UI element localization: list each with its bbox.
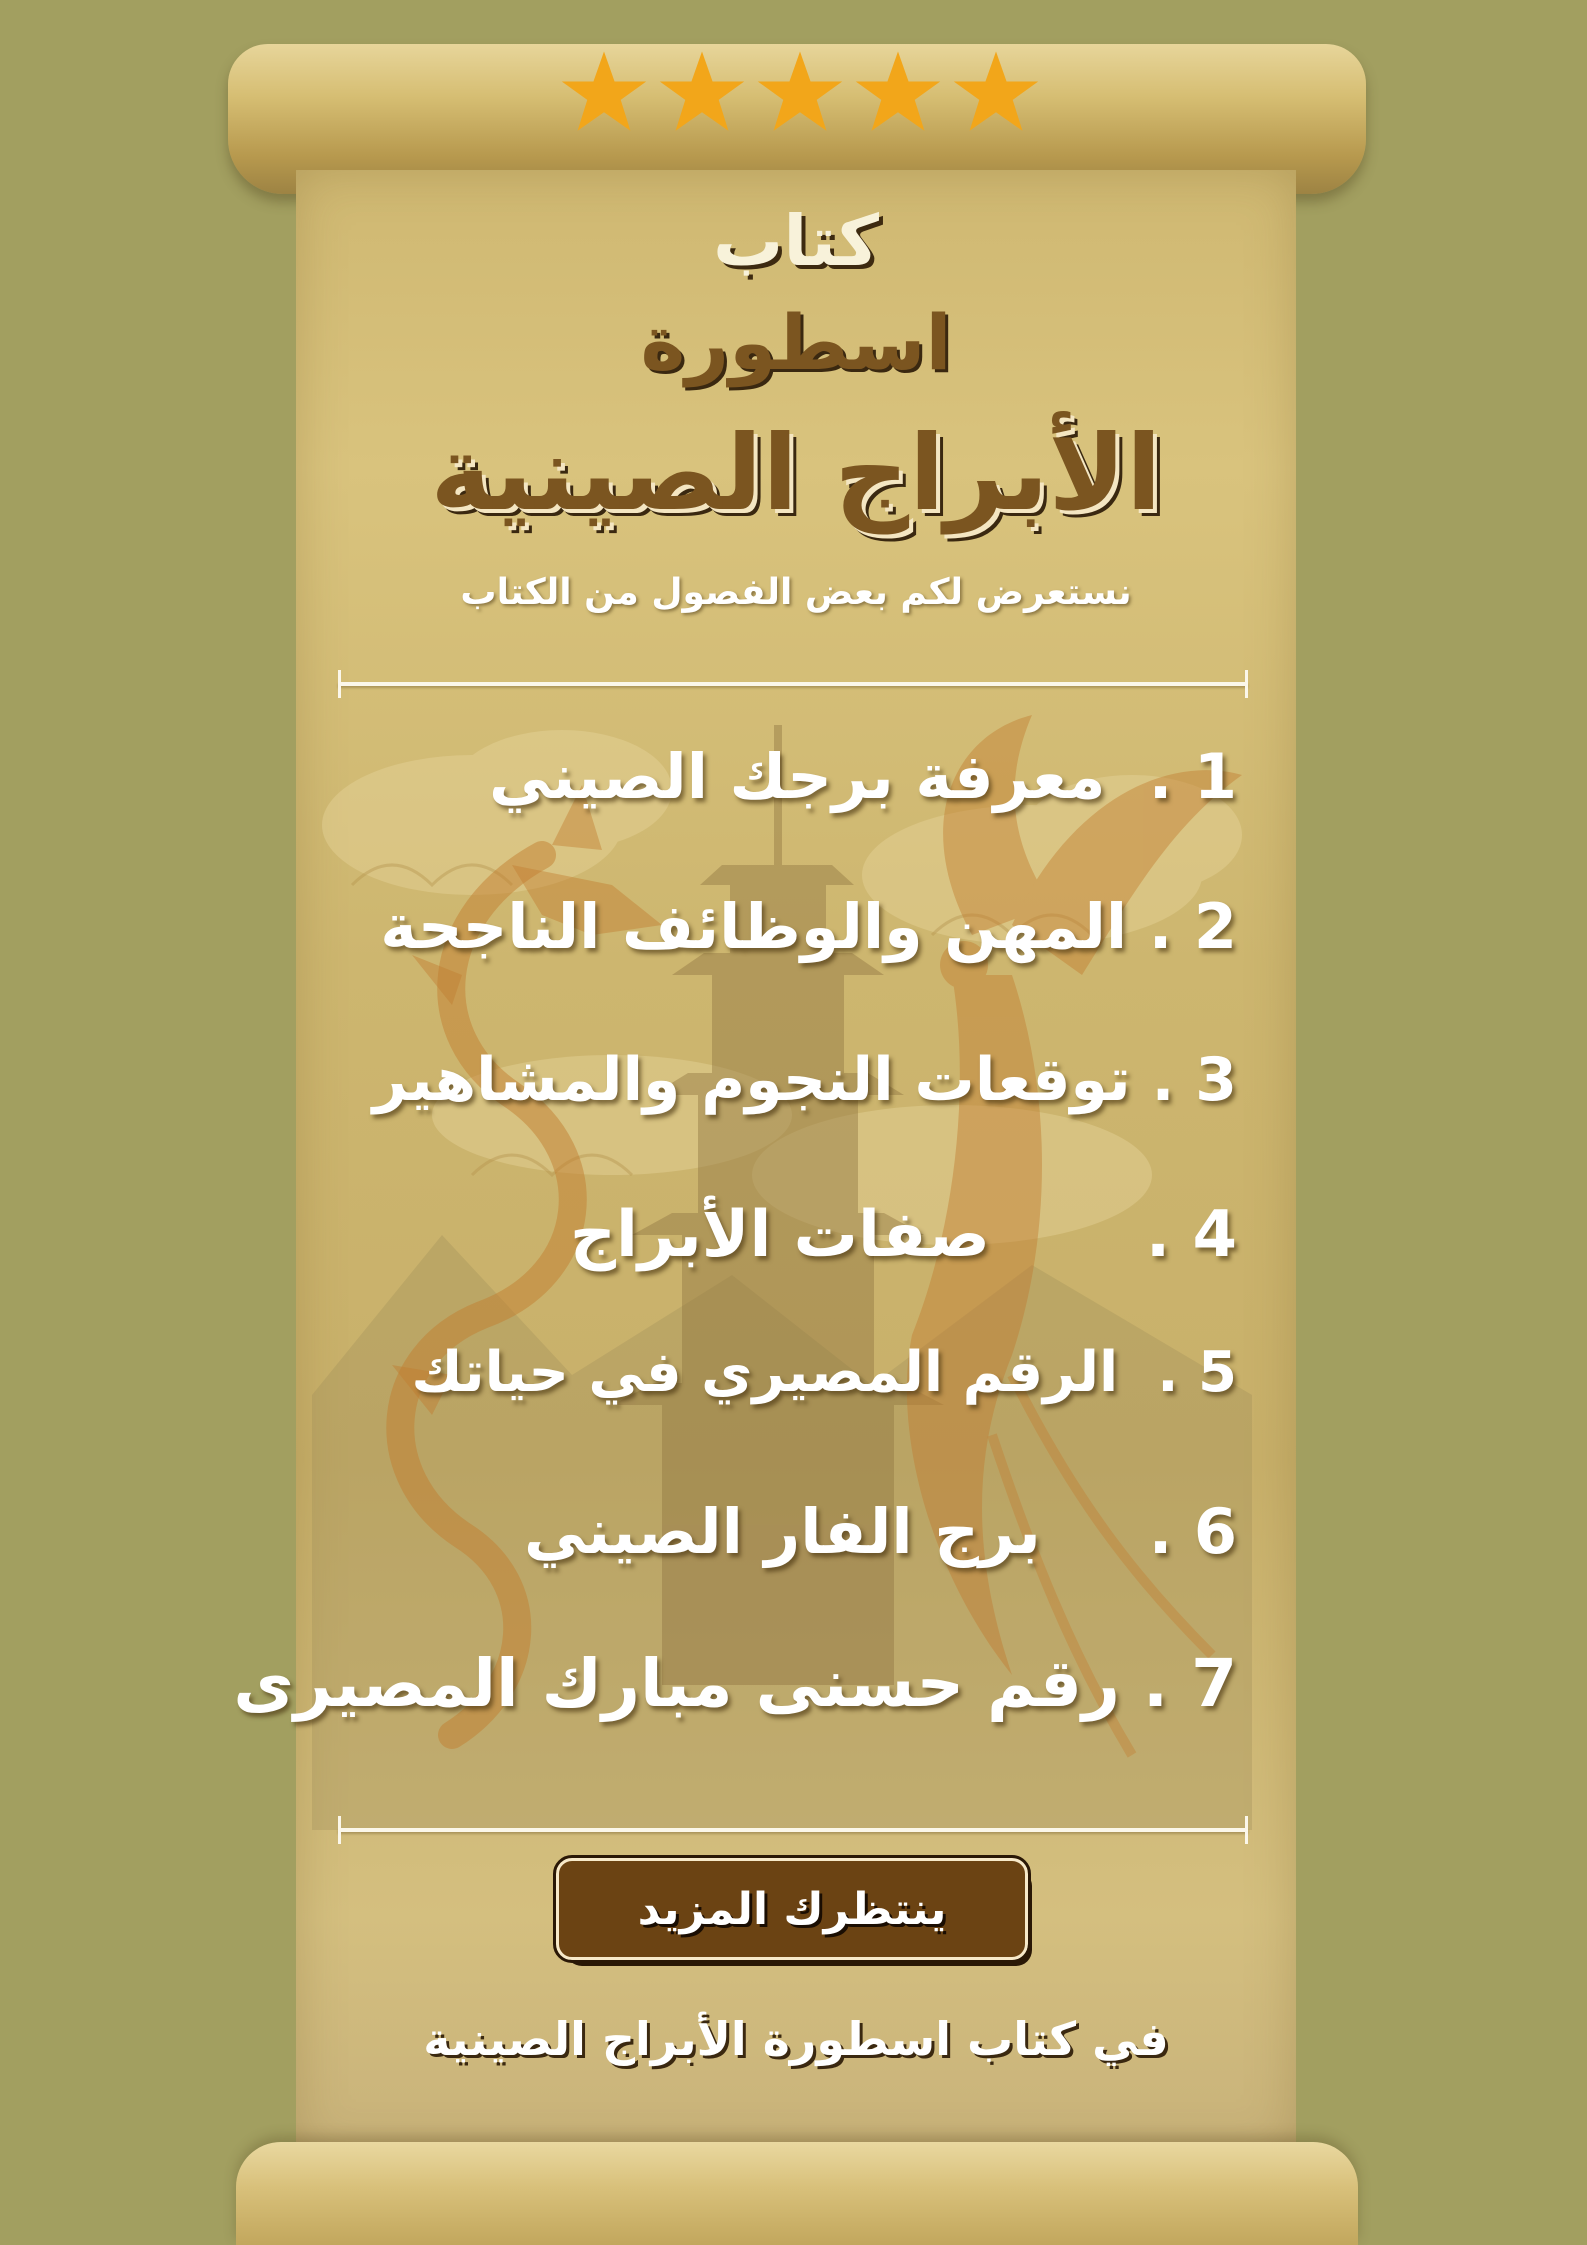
chapter-number: 2 . bbox=[1148, 890, 1237, 963]
chapter-number: 1 . bbox=[1148, 740, 1237, 813]
chapter-item bbox=[489, 740, 1237, 813]
chapter-title: رقم حسنى مبارك المصيرى bbox=[233, 1645, 1121, 1722]
star-icon bbox=[952, 48, 1040, 136]
chapter-title: صفات الأبراج bbox=[569, 1198, 990, 1272]
book-label: كتاب bbox=[713, 200, 879, 282]
footer-caption: في كتاب اسطورة الأبراج الصينية bbox=[423, 2012, 1169, 2066]
chapter-item bbox=[570, 1198, 1237, 1272]
star-icon bbox=[560, 48, 648, 136]
chapter-title: المهن والوظائف الناجحة bbox=[380, 890, 1128, 963]
chapter-item bbox=[380, 890, 1237, 963]
chapter-title: الرقم المصيري في حياتك bbox=[411, 1340, 1119, 1405]
chapter-title: توقعات النجوم والمشاهير bbox=[372, 1045, 1131, 1115]
page-title: الأبراج الصينية bbox=[430, 412, 1162, 534]
scroll-bottom-roll bbox=[236, 2142, 1358, 2245]
top-divider bbox=[338, 682, 1248, 686]
title-line-legend: اسطورة bbox=[640, 298, 952, 387]
chapter-title: معرفة برجك الصيني bbox=[488, 740, 1106, 813]
chapter-number: 6 . bbox=[1148, 1495, 1237, 1568]
chapter-number: 3 . bbox=[1151, 1045, 1237, 1115]
star-icon bbox=[756, 48, 844, 136]
chapter-number: 5 . bbox=[1157, 1340, 1237, 1405]
more-awaits-button[interactable]: ينتظرك المزيد bbox=[556, 1858, 1028, 1960]
chapter-title: برج الفار الصيني bbox=[523, 1495, 1041, 1568]
chapter-number: 4 . bbox=[1145, 1198, 1237, 1272]
subtitle: نستعرض لكم بعض الفصول من الكتاب bbox=[460, 572, 1132, 613]
star-icon bbox=[854, 48, 942, 136]
chapter-item bbox=[373, 1045, 1237, 1115]
bottom-divider bbox=[338, 1828, 1248, 1832]
star-icon bbox=[658, 48, 746, 136]
chapter-number: 7 . bbox=[1143, 1645, 1237, 1722]
chapter-item bbox=[411, 1340, 1237, 1405]
chapter-item bbox=[233, 1645, 1237, 1722]
chapter-item bbox=[524, 1495, 1237, 1568]
rating-stars bbox=[560, 42, 1040, 142]
